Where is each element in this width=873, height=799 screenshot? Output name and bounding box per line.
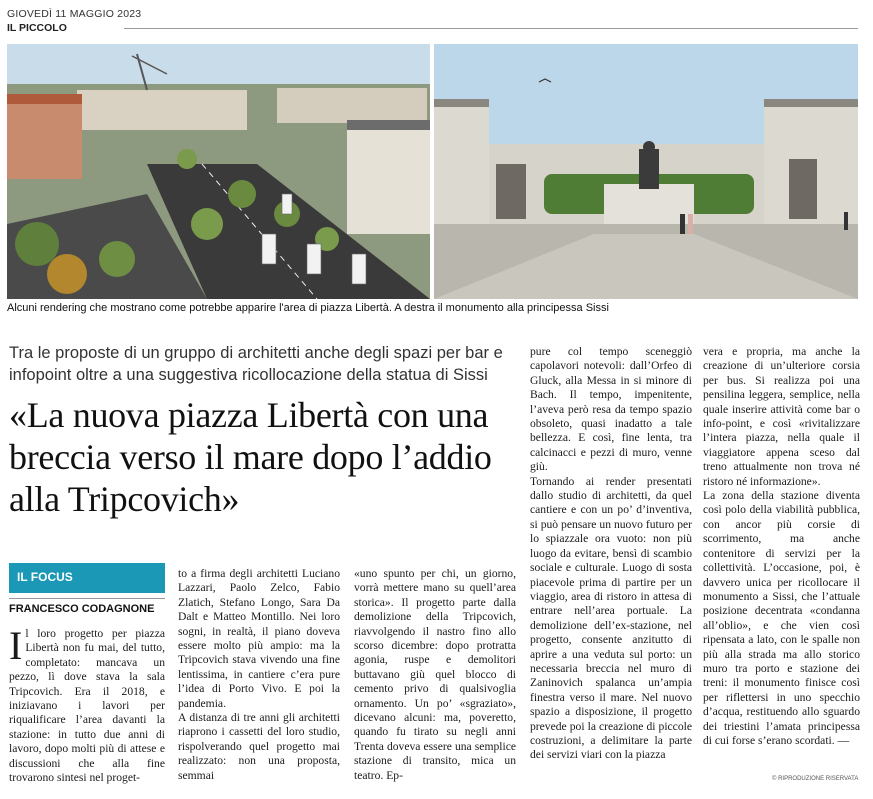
focus-section-label: IL FOCUS [9, 563, 165, 593]
article-column-5: vera e propria, ma anche la creazione di un’ulteriore corsia per bus. Si realizza poi una pensilina leggera, semplice, nella quale inserire attività come bar o info-point, e così «rivitalizzare l’intera piazza, nella quale il viaggiatore appena sceso dal treno attualmente non trova né ristoro né informazione». La zona della stazione diventa così polo della viabilità pubblica, con ancor più corsie di scorrimento, ma anche contenitore di servizi per la collettività. L’occasione, poi, è davvero unica per ricollocare il monumento a Sissi, che l’attuale posizione decentrata «condanna all’oblio», e che vien così ripensata a lato, con le spalle non più alla strada ma allo storico muro tra porto e stazione dei treni: il monumento finisce così per riflettersi in uno specchio d’acqua, restituendo allo sguardo dei triestini l’amata principessa di cui forse s’erano scordati. — [703, 345, 860, 747]
aerial-rendering-image [7, 44, 430, 299]
article-column-3: «uno spunto per chi, un giorno, vorrà mettere mano su quell’area storica». Il progetto parte dalla demolizione della Tripcovich, riavvolgendo il nastro fino allo scorso dicembre: dopo protratta agonia, ruspe e demolitori buttavano giù quel blocco di cemento privo di qualsivoglia ornamento. Un po’ «sgraziato», dicevano alcuni: ma, poveretto, quando fu tirato su negli anni Trenta doveva essere una semplice stazione di transito, mica un teatro. Ep- [354, 567, 516, 782]
issue-date: GIOVEDÌ 11 MAGGIO 2023 [7, 8, 142, 20]
copyright-notice: © RIPRODUZIONE RISERVATA [772, 776, 859, 782]
byline-rule [9, 598, 165, 599]
article-column-1 [9, 623, 165, 785]
newspaper-name: IL PICCOLO [7, 22, 67, 34]
article-headline: «La nuova piazza Libertà con una breccia verso il mare dopo l’addio alla Tripcovich» [9, 395, 492, 519]
sissi-monument-rendering-image [434, 44, 858, 299]
photo-strip [7, 44, 858, 299]
column-1-text: l loro progetto per piazza Libertà non fu mai, del tutto, completato: mancava un pezzo, lì dove stava la sala Tripcovich. Era il 2018, e iniziavano i lavori per riqualificare l’area davanti la stazione: in tutto due anni di lavoro, dopo molti più di attese e discussioni che alla fine trovarono sintesi nel proget- [9, 627, 165, 785]
article-column-4: pure col tempo sceneggiò capolavori notevoli: dall’Orfeo di Gluck, alla Messa in si minore di Bach. Il tempo, impenitente, l’aveva però resa da tempo spazio obsoleto, quasi inadatto a tale bellezza. E così, fine lenta, tra calcinacci e pezzi di muro, venne giù. Tornando ai render presentati dallo studio di architetti, da quel cantiere e con un po’ d’inventiva, si può pensare un nuovo futuro per lo spiazzale ora vuoto: non più luogo da evitare, bensì di scambio sociale e culturale. Luogo di sosta piacevole prima di partire per un viaggio, area di ristoro in attesa di entrare nell’area portuale. La demolizione dell’ex-stazione, nel progetto, consente anzitutto di aprire a una veduta sul porto: un necessaria breccia nel muro di Zaninovich spalanca un’ampia finestra verso il mare. Nel nuovo spazio a disposizione, il progetto prevede poi la creazione di piccole costruzioni, a delimitare la parte dei servizi viari con la piazza [530, 345, 692, 762]
article-deck: Tra le proposte di un gruppo di architetti anche degli spazi per bar e infopoint oltre a una suggestiva ricollocazione della statua di Sissi [9, 344, 503, 384]
masthead [7, 8, 857, 34]
photo-caption: Alcuni rendering che mostrano come potrebbe apparire l'area di piazza Libertà. A destra il monumento alla principessa Sissi [7, 302, 609, 314]
drop-cap: I [9, 623, 23, 668]
article-column-2: to a firma degli architetti Luciano Lazzari, Paolo Zelco, Fabio Zlatich, Stefano Longo, Sara Da Dalt e Matteo Montillo. Nei loro sogni, in realtà, il piano doveva essere molto più ampio: ma la Tripcovich stava vivendo una fine lentissima, in cantiere c’era pure l’idea di Porto Vivo. E poi la pandemia. A distanza di tre anni gli architetti riaprono i cassetti del loro studio, rispolverando quel progetto mai realizzato: non una proposta, semmai [178, 567, 340, 782]
byline-author: FRANCESCO CODAGNONE [9, 603, 155, 615]
header-rule [124, 28, 858, 29]
